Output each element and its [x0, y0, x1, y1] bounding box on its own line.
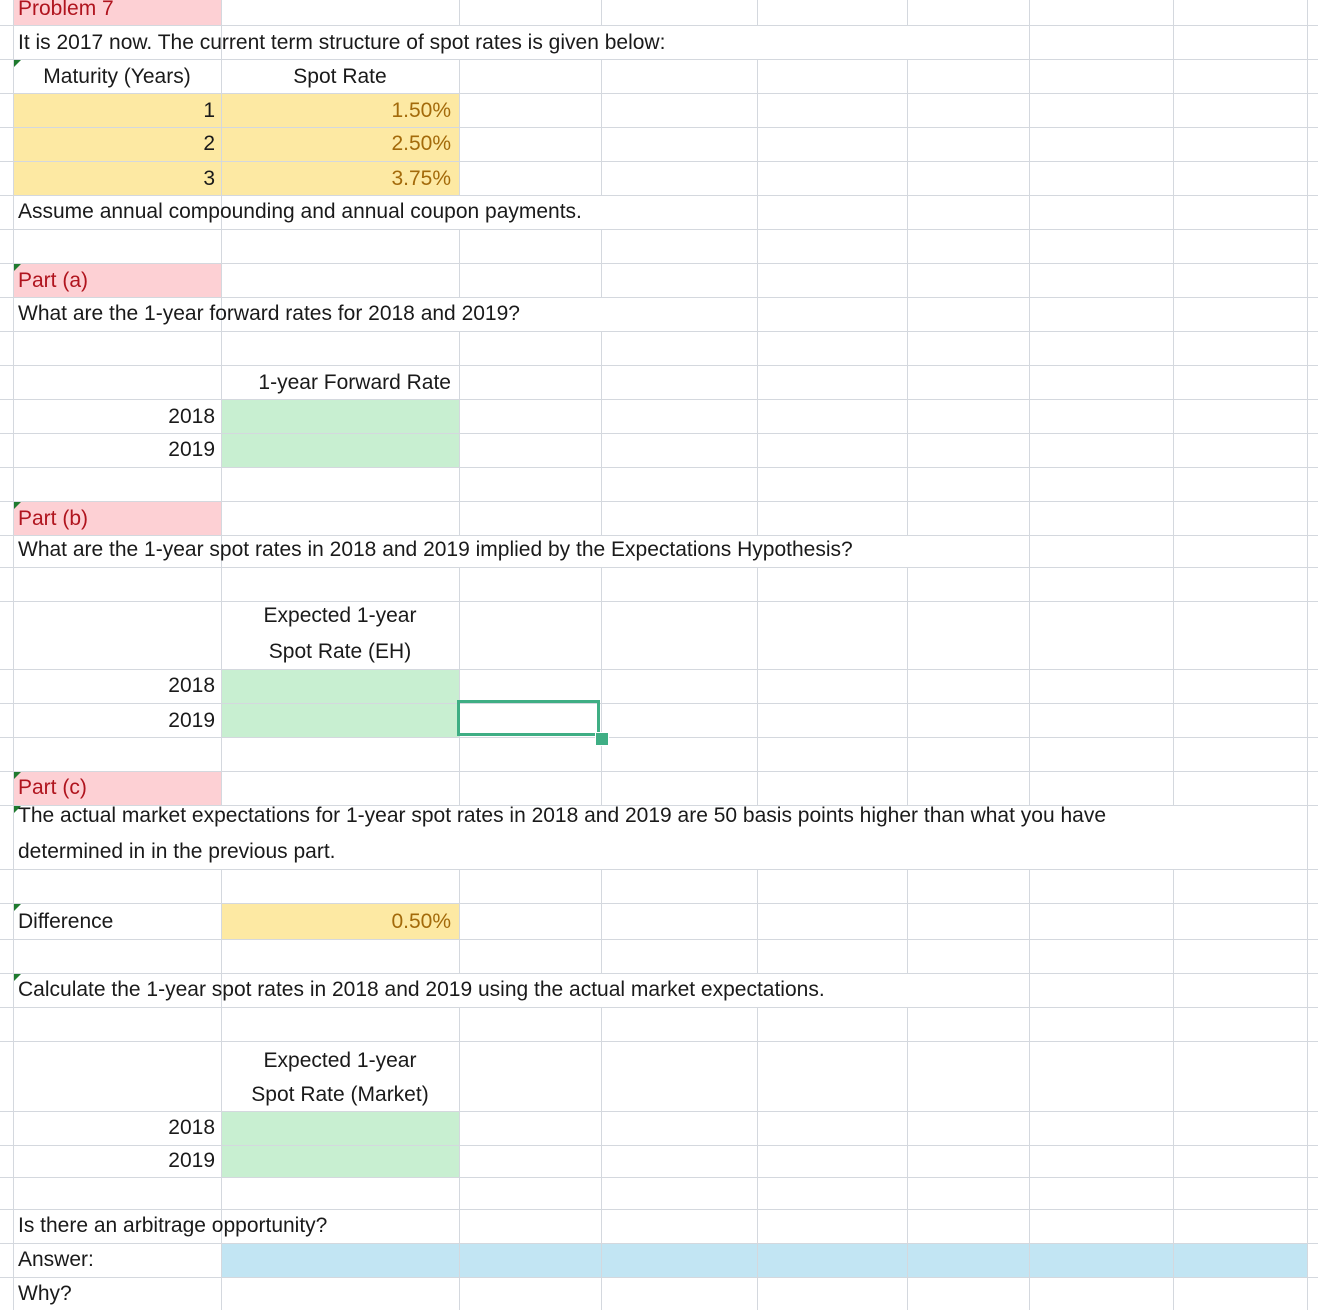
problem-intro: It is 2017 now. The current term structure of spot rates is given below:	[18, 31, 666, 54]
part-b-label: Part (b)	[18, 507, 89, 530]
problem-title: Problem 7	[18, 0, 114, 20]
part-a-year-2019[interactable]: 2019	[168, 438, 215, 461]
market-spot-rate-answer-cells[interactable]	[221, 1111, 459, 1177]
part-c-year-2018[interactable]: 2018	[168, 1116, 215, 1139]
spot-rate-header: Spot Rate	[293, 65, 387, 88]
spot-rate-3[interactable]: 3.75%	[391, 167, 451, 190]
part-a-year-2018[interactable]: 2018	[168, 405, 215, 428]
market-header-line2: Spot Rate (Market)	[251, 1083, 429, 1106]
eh-header-line2: Spot Rate (EH)	[268, 640, 412, 663]
part-c-text-line1: The actual market expectations for 1-year spot rates in 2018 and 2019 are 50 basis points higher than what you have	[18, 804, 1107, 827]
maturity-1[interactable]: 1	[203, 99, 215, 122]
fill-handle[interactable]	[595, 732, 609, 746]
difference-value[interactable]: 0.50%	[391, 910, 451, 933]
maturity-2[interactable]: 2	[203, 132, 215, 155]
active-cell-selection[interactable]	[457, 700, 600, 736]
eh-header-line1: Expected 1-year	[263, 604, 417, 627]
spot-rate-2[interactable]: 2.50%	[391, 132, 451, 155]
maturity-header: Maturity (Years)	[43, 65, 191, 88]
part-b-question: What are the 1-year spot rates in 2018 and 2019 implied by the Expectations Hypothesis?	[18, 538, 853, 561]
part-c-text-line2: determined in in the previous part.	[18, 840, 336, 863]
why-label: Why?	[18, 1282, 72, 1305]
difference-label: Difference	[18, 910, 114, 933]
part-c-instruction: Calculate the 1-year spot rates in 2018 and 2019 using the actual market expectations.	[18, 978, 825, 1001]
part-c-year-2019[interactable]: 2019	[168, 1149, 215, 1172]
spot-rate-1[interactable]: 1.50%	[391, 99, 451, 122]
arbitrage-question: Is there an arbitrage opportunity?	[18, 1214, 328, 1237]
part-b-year-2018[interactable]: 2018	[168, 674, 215, 697]
part-c-label: Part (c)	[18, 776, 87, 799]
part-a-question: What are the 1-year forward rates for 2018 and 2019?	[18, 302, 520, 325]
arbitrage-answer-cell[interactable]	[221, 1243, 1307, 1277]
market-header-line1: Expected 1-year	[263, 1049, 417, 1072]
maturity-3[interactable]: 3	[203, 167, 215, 190]
forward-rate-header: 1-year Forward Rate	[258, 371, 451, 394]
part-b-year-2019[interactable]: 2019	[168, 709, 215, 732]
assumption-text: Assume annual compounding and annual coupon payments.	[18, 200, 582, 223]
part-a-label: Part (a)	[18, 269, 89, 292]
answer-label: Answer:	[18, 1248, 94, 1271]
